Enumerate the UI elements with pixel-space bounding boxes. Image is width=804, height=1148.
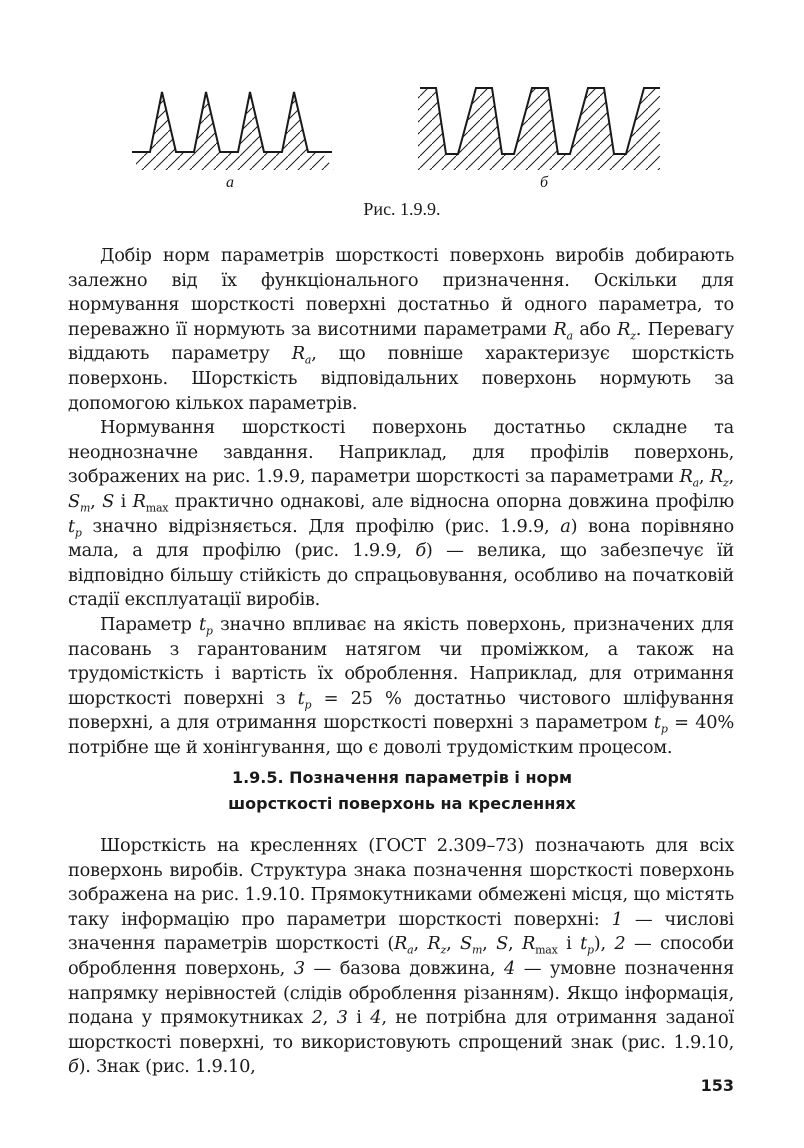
roughness-profiles-illustration [0,0,804,190]
profile-b [410,80,670,180]
body-text-block-2 [68,834,734,1080]
figure-1-9-9 [0,0,804,235]
figure-caption: Рис. 1.9.9. [363,199,441,219]
paragraph-1: Добір норм параметрів шорсткості поверхонь виробів добирають залежно від їх функціонального призначення. Оскільки для нормування шорсткості поверхні достатньо й одного параметра, то переважно її нормують за висотними параметрами $R_a$ або $R_z$. Перевагу віддають параметру $R_a$, що повніше характеризує шорсткість поверхонь. Шорсткість відповідальних поверхонь нормують за допомогою кількох параметрів. [68,245,734,414]
section-heading [0,765,804,817]
figure-label-a: а [226,174,234,191]
paragraph-3: Параметр $t_p$ значно впливає на якість поверхонь, призначених для пасовань з гарантованим натягом чи проміжком, а також на трудомісткість і вартість їх оброблення. Наприклад, для отримання шорсткості поверхні з $t_p = 25$ % достатньо чистового шліфування поверхні, а для отримання шорсткості поверхні з параметром $t_p = 40\%$ потрібне ще й хонінгування, що є доволі трудомістким процесом. [68,613,734,758]
body-text-block-1 [68,244,734,760]
section-heading-line-2: шорсткості поверхонь на кресленнях [228,794,576,813]
figure-label-b: б [540,174,549,191]
paragraph-4: Шорсткість на кресленнях (ГОСТ 2.309–73) позначають для всіх поверхонь виробів. Структура знака позначення шорсткості поверхонь зображена на рис. 1.9.10. Прямокутниками обмежені місця, що містять таку інформацію про параметри шорсткості поверхні: 1 — числові значення параметрів шорсткості ($R_a$, $R_z$, $S_m$, S, $R_{max}$ і $t_p$), 2 — способи оброблення поверхонь, 3 — базова довжина, 4 — умовне позначення напрямку нерівностей (слідів оброблення різанням). Якщо інформація, подана у прямокутниках 2, 3 і 4, не потрібна для отримання заданої шорсткості поверхні, то використовують спрощений знак (рис. 1.9.10, б). Знак (рис. 1.9.10, [68,835,735,1078]
profile-a [120,80,350,180]
page-number: 153 [700,1076,734,1095]
section-heading-line-1: 1.9.5. Позначення параметрів і норм [231,768,573,787]
paragraph-2: Нормування шорсткості поверхонь достатньо складне та неоднозначне завдання. Наприклад, для профілів поверхонь, зображених на рис. 1.9.9, параметри шорсткості за параметрами $R_a$, $R_z$, $S_m$, S і $R_{max}$ практично однакові, але відносна опорна довжина профілю $t_p$ значно відрізняється. Для профілю (рис. 1.9.9, а) вона порівняно мала, а для профілю (рис. 1.9.9, б) — велика, що забезпечує їй відповідно більшу стійкість до спрацьовування, особливо на початковій стадії експлуатації виробів. [68,417,735,611]
